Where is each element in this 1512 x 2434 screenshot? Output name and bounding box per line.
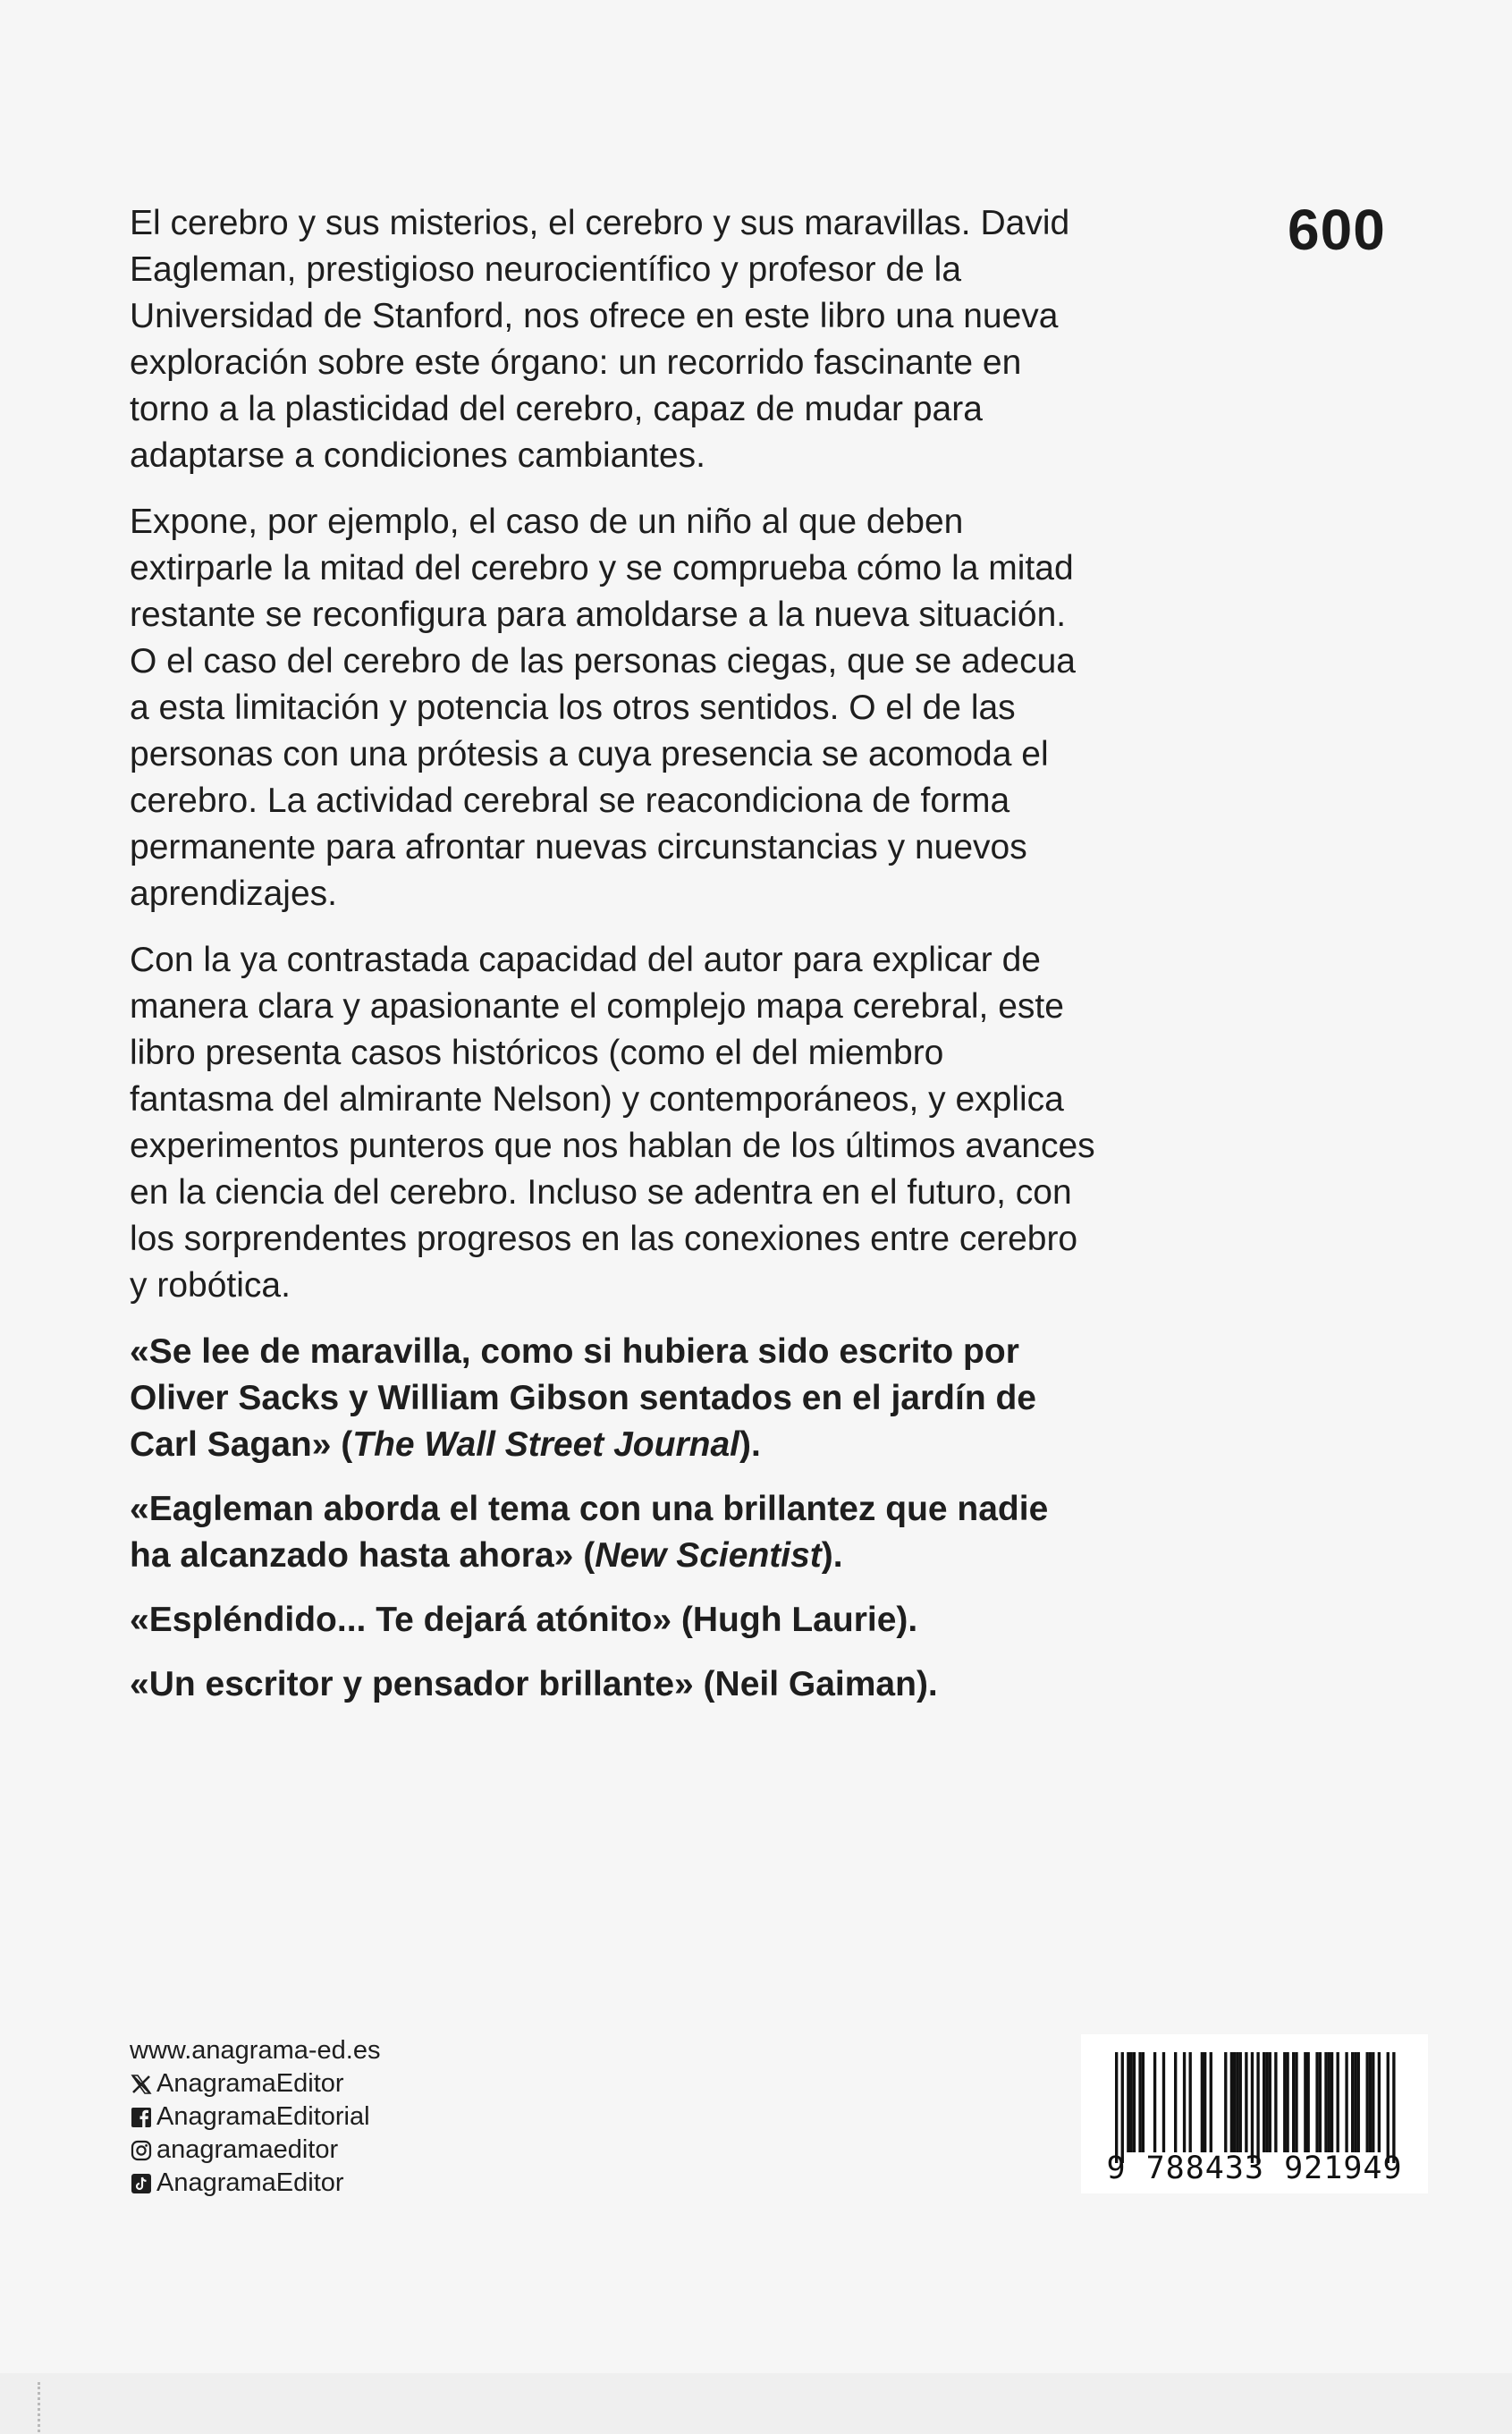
barcode-bar xyxy=(1263,2052,1265,2152)
social-link-tiktok[interactable] xyxy=(130,2167,756,2200)
barcode-bar xyxy=(1115,2052,1118,2163)
quote-text: «Un escritor y pensador brillante» (Neil Gaiman). xyxy=(130,1665,938,1703)
press-quote xyxy=(130,1661,1095,1708)
quote-source: New Scientist xyxy=(595,1536,822,1575)
barcode-bar xyxy=(1366,2052,1369,2152)
barcode-bar xyxy=(1304,2052,1306,2152)
publisher-links xyxy=(130,2034,756,2200)
quote-text: «Espléndido... Te dejará atónito» (Hugh Laurie). xyxy=(130,1601,918,1639)
barcode-bar xyxy=(1201,2052,1204,2152)
barcode-bar xyxy=(1392,2052,1395,2163)
barcode-bar xyxy=(1330,2052,1333,2152)
press-quote xyxy=(130,1597,1095,1644)
blurb-paragraph: Expone, por ejemplo, el caso de un niño al que deben extirparle la mitad del cerebro y se comprueba cómo la mitad restante se reconfigura para amoldarse a la nueva situación. O el caso del cerebro de las personas ciegas, que se adecua a esta limitación y potencia los otros sentidos. O el de las personas con una prótesis a cuya presencia se acomoda el cerebro. La actividad cerebral se reacondiciona de forma permanente para afrontar nuevas circunstancias y nuevos aprendizajes. xyxy=(130,503,1076,913)
barcode-bar xyxy=(1239,2052,1242,2152)
quote-text: «Se lee de maravilla, como si hubiera sido escrito por Oliver Sacks y William Gibson sentados en el jardín de Carl Sagan» ( xyxy=(130,1332,1036,1464)
barcode-bar xyxy=(1251,2052,1254,2163)
social-link-facebook[interactable] xyxy=(130,2100,756,2134)
quote-tail: ). xyxy=(739,1425,761,1464)
blurb-paragraph: Con la ya contrastada capacidad del autor para explicar de manera clara y apasionante el complejo mapa cerebral, este libro presenta casos históricos (como el del miembro fantasma del almirante Nelson) y contemporáneos, y explica experimentos punteros que nos hablan de los últimos avances en la ciencia del cerebro. Incluso se adentra en el futuro, con los sorprendentes progresos en las conexiones entre cerebro y robótica. xyxy=(130,941,1095,1305)
barcode-bar xyxy=(1357,2052,1360,2152)
barcode-bar xyxy=(1324,2052,1327,2152)
barcode-bar xyxy=(1292,2052,1295,2152)
barcode-bar xyxy=(1189,2052,1192,2152)
social-handle[interactable]: AnagramaEditorial xyxy=(156,2102,370,2131)
barcode-bar xyxy=(1378,2052,1381,2152)
barcode-bar xyxy=(1387,2052,1390,2163)
instagram-icon xyxy=(130,2139,153,2162)
series-number: 600 xyxy=(1288,198,1386,262)
barcode-bar xyxy=(1319,2052,1322,2152)
barcode-bar xyxy=(1295,2052,1297,2152)
website-link[interactable] xyxy=(130,2034,756,2067)
barcode-bar xyxy=(1245,2052,1247,2152)
tiktok-icon xyxy=(130,2172,153,2195)
barcode-bar xyxy=(1369,2052,1372,2152)
barcode-bar xyxy=(1174,2052,1177,2152)
quote-source: The Wall Street Journal xyxy=(352,1425,739,1464)
barcode-bar xyxy=(1210,2052,1212,2152)
page-bottom-band xyxy=(0,2373,1512,2434)
barcode-bar xyxy=(1351,2052,1354,2152)
barcode-bar xyxy=(1307,2052,1310,2152)
back-cover-blurb xyxy=(130,200,1095,1726)
barcode-bar xyxy=(1354,2052,1356,2152)
quote-text: «Eagleman aborda el tema con una brillantez que nadie ha alcanzado hasta ahora» ( xyxy=(130,1490,1049,1575)
barcode-bar xyxy=(1133,2052,1136,2152)
barcode-bar xyxy=(1233,2052,1236,2152)
barcode-bar xyxy=(1269,2052,1271,2152)
barcode-bar xyxy=(1256,2052,1259,2163)
barcode-bar xyxy=(1183,2052,1186,2152)
social-link-instagram[interactable] xyxy=(130,2134,756,2167)
press-quote xyxy=(130,1329,1095,1468)
isbn-barcode xyxy=(1081,2034,1428,2193)
facebook-icon xyxy=(130,2106,153,2129)
barcode-bar xyxy=(1130,2052,1133,2152)
barcode-bar xyxy=(1224,2052,1227,2152)
barcode-bar xyxy=(1153,2052,1156,2152)
barcode-bar xyxy=(1372,2052,1374,2152)
barcode-bar xyxy=(1283,2052,1286,2152)
barcode-bar xyxy=(1236,2052,1238,2152)
barcode-bar xyxy=(1138,2052,1141,2152)
social-handle[interactable]: anagramaeditor xyxy=(156,2135,339,2164)
barcode-bar xyxy=(1162,2052,1165,2152)
quote-tail: ). xyxy=(821,1536,843,1575)
barcode-bar xyxy=(1286,2052,1288,2152)
website-url[interactable]: www.anagrama-ed.es xyxy=(130,2036,381,2065)
barcode-bar xyxy=(1345,2052,1347,2152)
barcode-bar xyxy=(1328,2052,1330,2152)
press-quote xyxy=(130,1486,1095,1579)
barcode-bar xyxy=(1274,2052,1277,2152)
social-handle[interactable]: AnagramaEditor xyxy=(156,2168,344,2197)
blurb-paragraph: El cerebro y sus misterios, el cerebro y sus maravillas. David Eagleman, prestigioso neurocientífico y profesor de la Universidad de Stanford, nos ofrece en este libro una nueva exploración sobre este órgano: un recorrido fascinante en torno a la plasticidad del cerebro, capaz de mudar para adaptarse a condiciones cambiantes. xyxy=(130,204,1070,475)
barcode-bar xyxy=(1204,2052,1206,2152)
barcode-bar xyxy=(1265,2052,1268,2152)
x-logo-icon xyxy=(130,2073,153,2096)
isbn-digits: 9 788433 921949 xyxy=(1106,2151,1403,2186)
barcode-bar xyxy=(1337,2052,1339,2152)
social-handle[interactable]: AnagramaEditor xyxy=(156,2069,344,2098)
barcode-bar xyxy=(1315,2052,1318,2152)
trim-marks xyxy=(38,2382,40,2432)
barcode-bar xyxy=(1121,2052,1124,2163)
social-link-x[interactable] xyxy=(130,2067,756,2100)
barcode-bar xyxy=(1230,2052,1233,2152)
barcode-bar xyxy=(1127,2052,1129,2152)
barcode-bar xyxy=(1142,2052,1145,2152)
